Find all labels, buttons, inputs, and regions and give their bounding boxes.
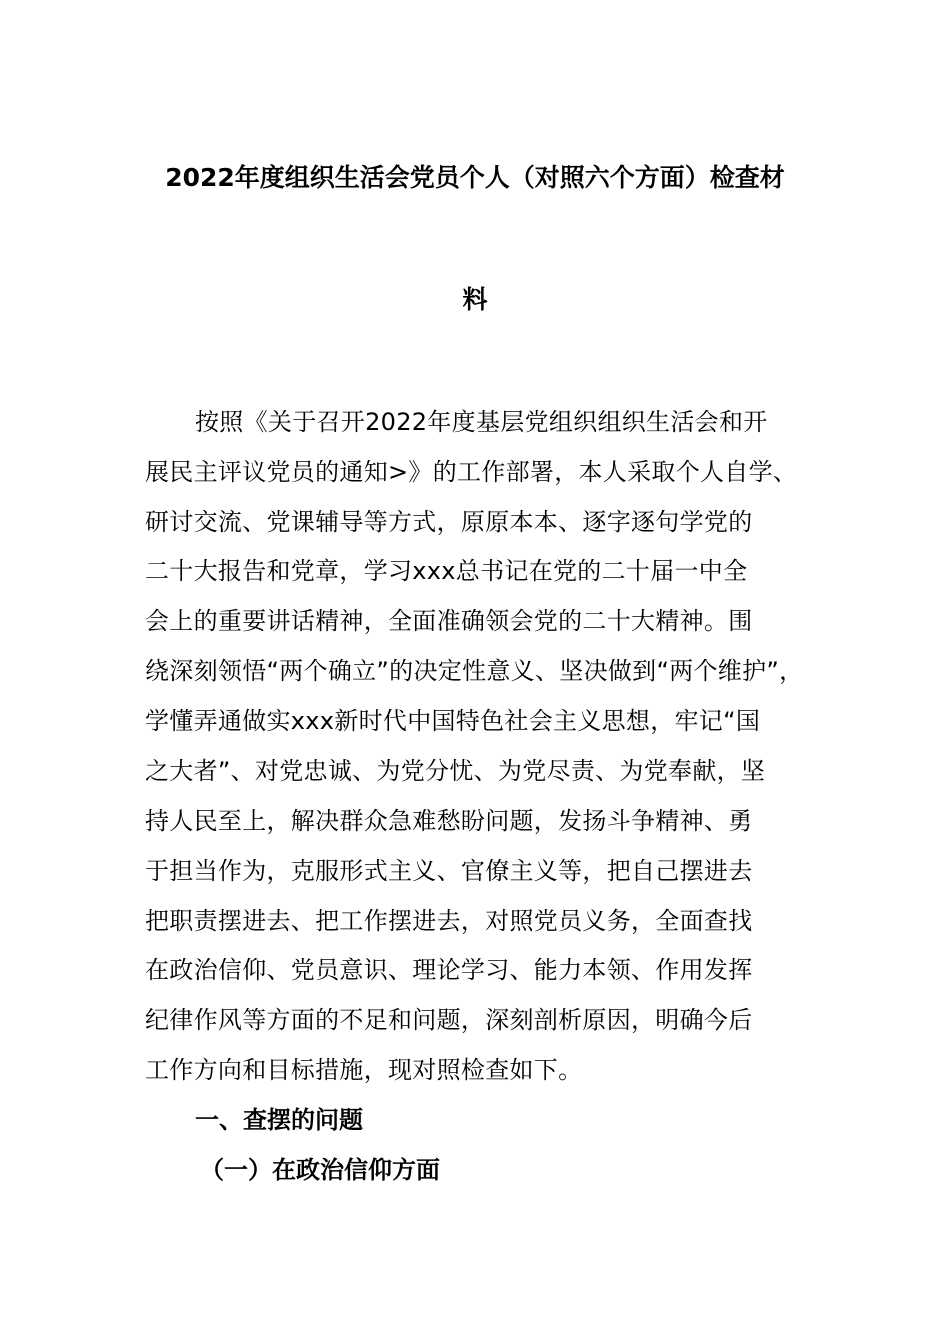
paragraph-line: 工作方向和目标措施，现对照检查如下。 [145, 1056, 583, 1084]
paragraph-line: 绕深刻领悟“两个确立”的决定性意义、坚决做到“两个维护”， [145, 657, 804, 685]
paragraph-line: 于担当作为，克服形式主义、官僚主义等，把自己摆进去 [145, 857, 753, 885]
paragraph-line: 展民主评议党员的通知>》的工作部署，本人采取个人自学、 [145, 458, 798, 486]
paragraph-line: 之大者”、对党忠诚、为党分忧、为党尽责、为党奉献，坚 [145, 757, 766, 785]
document-title-line-2: 料 [462, 285, 488, 314]
document-title-line-1: 2022年度组织生活会党员个人（对照六个方面）检查材 [165, 163, 785, 192]
paragraph-line: 按照《关于召开2022年度基层党组织组织生活会和开 [195, 408, 768, 436]
paragraph-line: 学懂弄通做实xxx新时代中国特色社会主义思想，牢记“国 [145, 707, 761, 735]
paragraph-line: 纪律作风等方面的不足和问题，深刻剖析原因，明确今后 [145, 1006, 753, 1034]
subsection-heading: （一）在政治信仰方面 [200, 1156, 440, 1184]
paragraph-line: 把职责摆进去、把工作摆进去，对照党员义务，全面查找 [145, 907, 753, 935]
section-heading: 一、查摆的问题 [195, 1106, 363, 1134]
paragraph-line: 会上的重要讲话精神，全面准确领会党的二十大精神。围 [145, 607, 753, 635]
paragraph-line: 研讨交流、党课辅导等方式，原原本本、逐字逐句学党的 [145, 508, 753, 536]
paragraph-line: 在政治信仰、党员意识、理论学习、能力本领、作用发挥 [145, 956, 753, 984]
paragraph-line: 二十大报告和党章，学习xxx总书记在党的二十届一中全 [145, 557, 748, 585]
paragraph-line: 持人民至上，解决群众急难愁盼问题，发扬斗争精神、勇 [145, 807, 753, 835]
